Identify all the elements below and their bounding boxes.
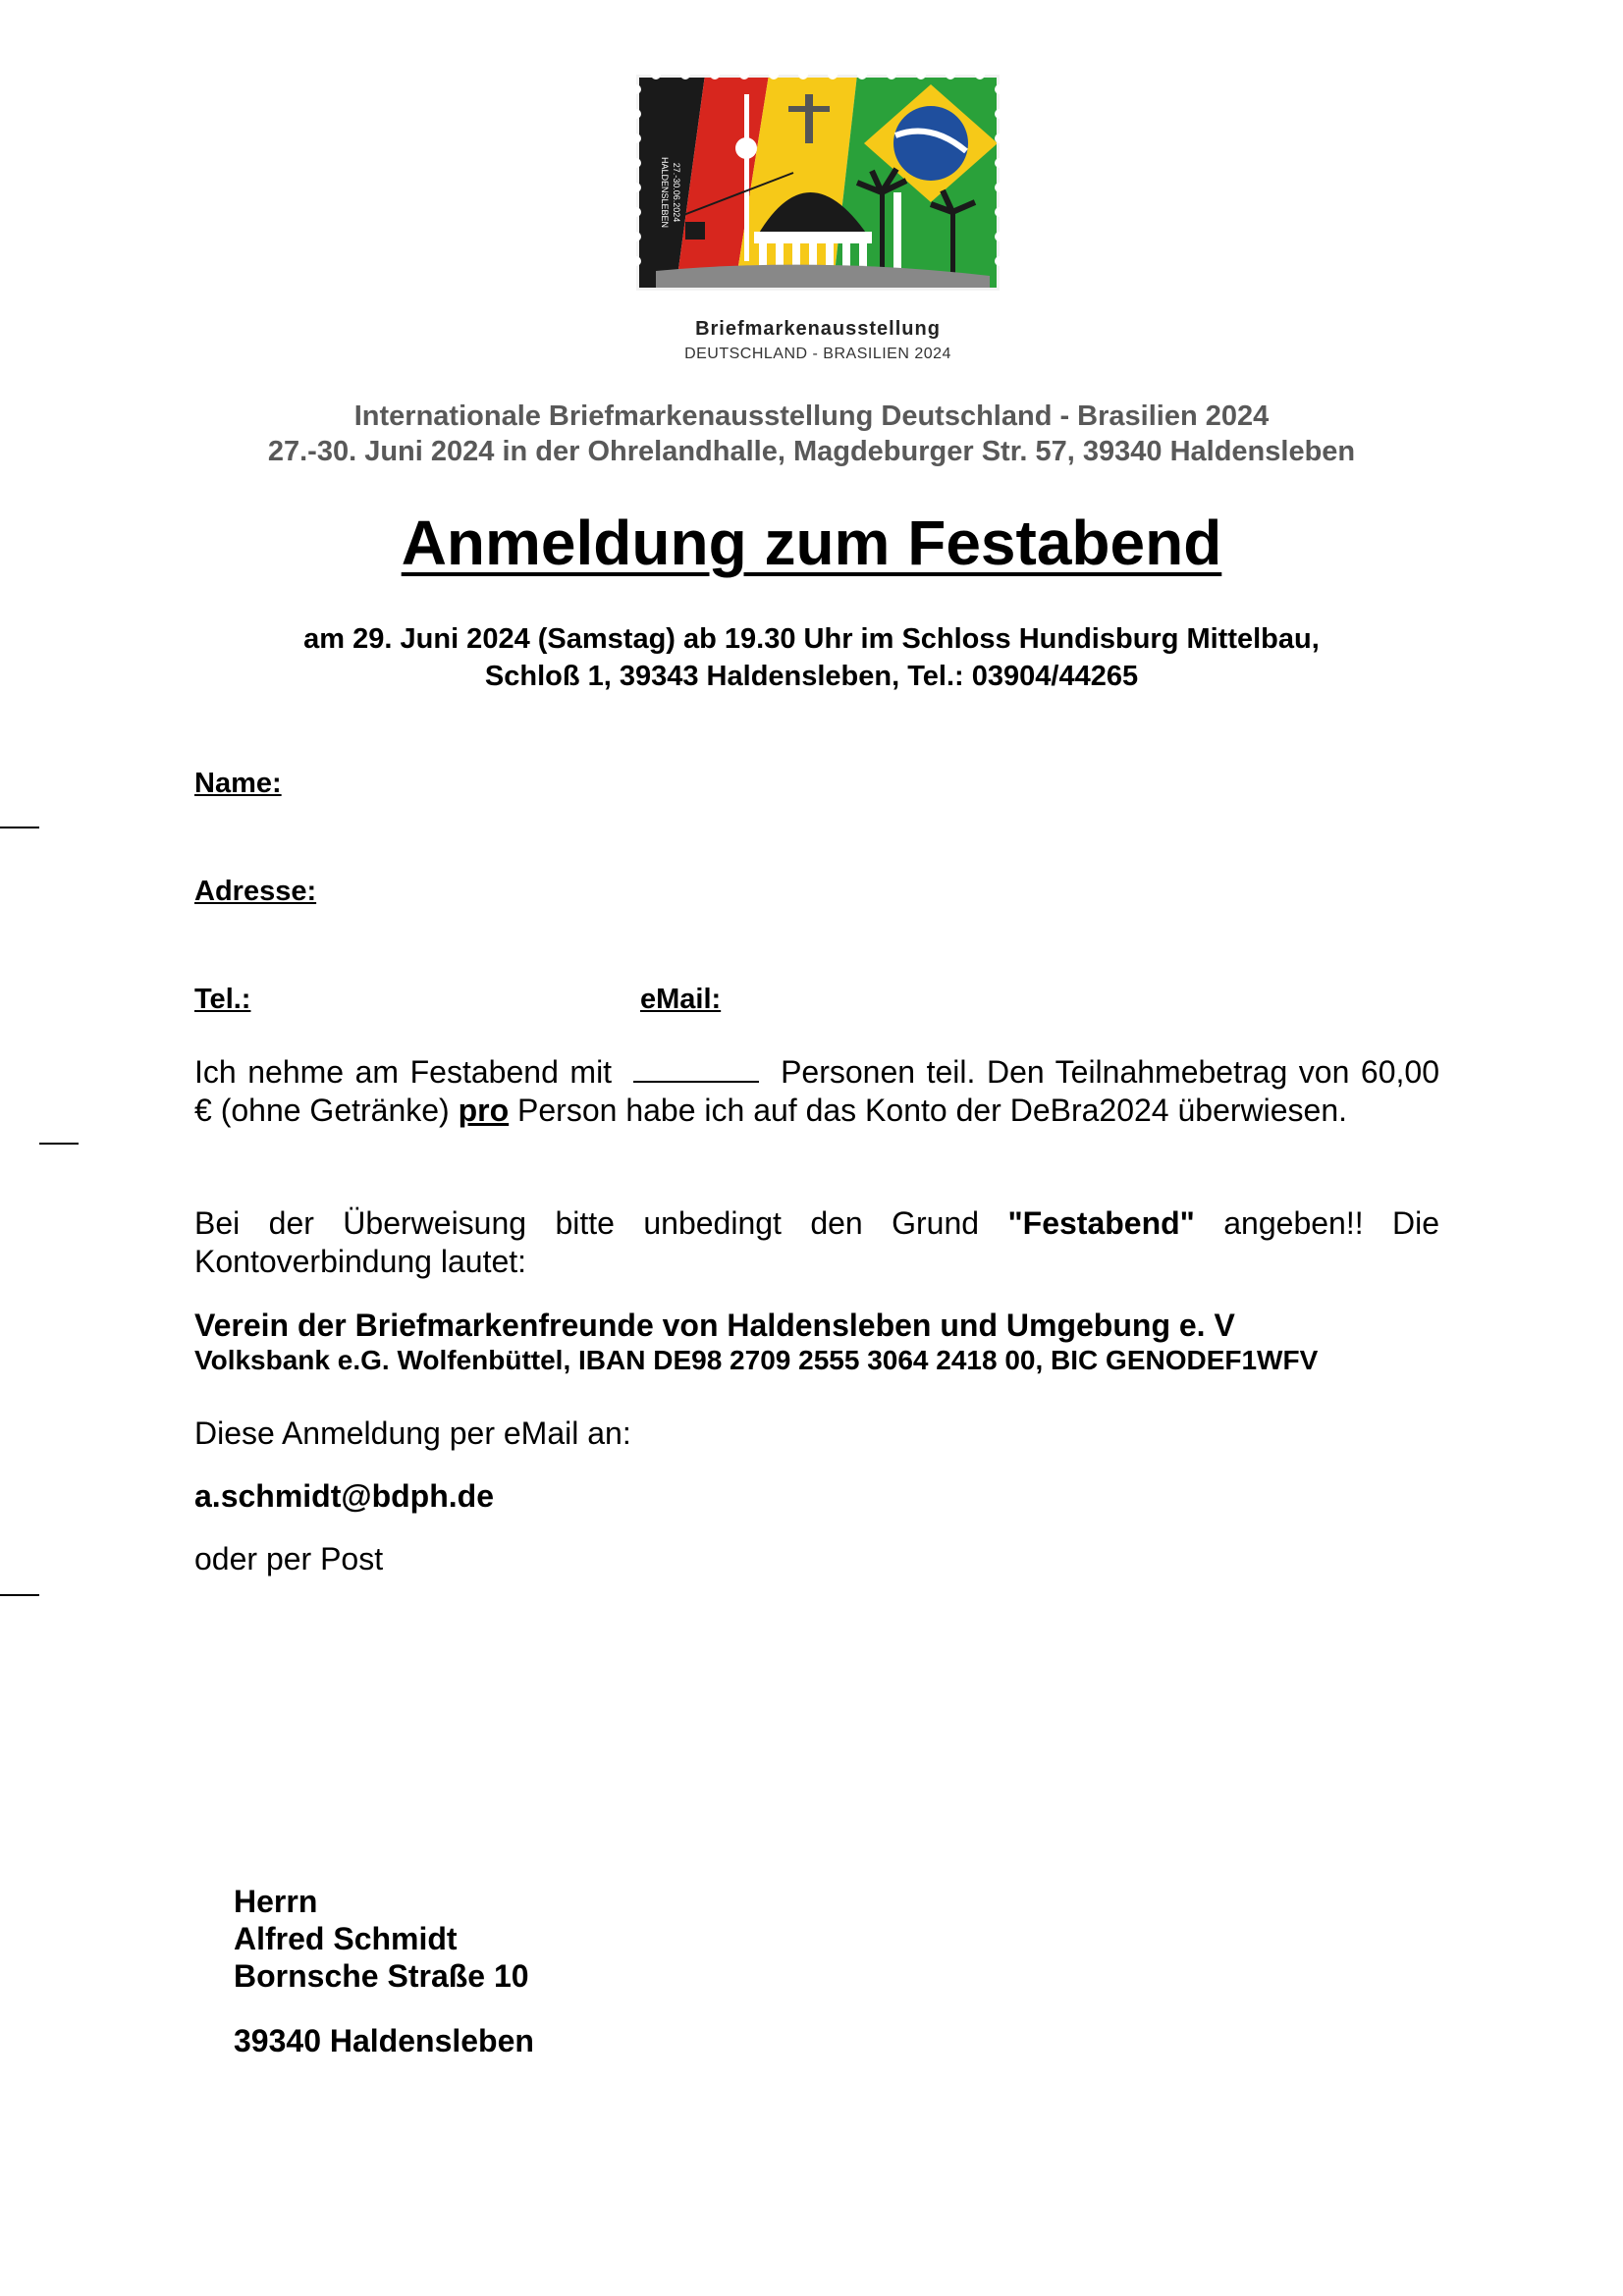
- exhibition-logo: [636, 75, 1000, 369]
- svg-text:HALDENSLEBEN: [660, 157, 670, 228]
- exhibition-name: Internationale Briefmarkenausstellung Deutschland - Brasilien 2024: [353, 400, 1270, 432]
- transfer-paragraph: [194, 1204, 1439, 1281]
- punch-mark: [39, 1143, 79, 1145]
- or-post-text: oder per Post: [194, 1541, 384, 1576]
- stamp-logo-icon: [636, 75, 1000, 315]
- stamp-text-1: 27.-30.06.2024: [672, 162, 681, 223]
- event-line-1: am 29. Juni 2024 (Samstag) ab 19.30 Uhr im Schloss Hundisburg Mittelbau,: [303, 623, 1320, 655]
- page-title: Anmeldung zum Festabend: [401, 507, 1222, 578]
- participation-text-3: Person habe ich auf das Konto der DeBra2024 überwiesen.: [517, 1093, 1348, 1128]
- recipient-name: Alfred Schmidt: [234, 1921, 458, 1956]
- name-label: Name:: [194, 768, 282, 799]
- recipient-salutation: Herrn: [234, 1884, 318, 1919]
- fold-mark: [0, 827, 39, 828]
- transfer-text-1: Bei der Überweisung bitte unbedingt den Grund: [194, 1205, 980, 1241]
- bank-details: Volksbank e.G. Wolfenbüttel, IBAN DE98 2709 2555 3064 2418 00, BIC GENODEF1WFV: [194, 1345, 1319, 1375]
- participation-paragraph: [194, 1053, 1439, 1130]
- transfer-text-2: angeben!! Die Kontoverbindung lautet:: [194, 1205, 1440, 1279]
- transfer-reason: "Festabend": [1007, 1205, 1195, 1241]
- recipient-city: 39340 Haldensleben: [234, 2023, 534, 2058]
- pro-emphasis: pro: [458, 1093, 510, 1128]
- fold-mark: [0, 1594, 39, 1596]
- email-intro: Diese Anmeldung per eMail an:: [194, 1415, 631, 1451]
- participation-text-1: Ich nehme am Festabend mit: [194, 1054, 613, 1090]
- person-count-blank[interactable]: [633, 1057, 759, 1083]
- address-label: Adresse:: [194, 876, 317, 907]
- event-line-2: Schloß 1, 39343 Haldensleben, Tel.: 03904/44265: [484, 661, 1139, 692]
- participation-text-2: Personen teil. Den Teilnahmebetrag von 60,00 € (ohne Getränke): [194, 1054, 1440, 1128]
- account-holder: Verein der Briefmarkenfreunde von Haldensleben und Umgebung e. V: [194, 1308, 1235, 1343]
- logo-subtitle: DEUTSCHLAND - BRASILIEN 2024: [684, 346, 951, 362]
- tel-label: Tel.:: [194, 984, 251, 1015]
- recipient-street: Bornsche Straße 10: [234, 1958, 529, 1994]
- email-label: eMail:: [640, 984, 722, 1015]
- contact-email[interactable]: a.schmidt@bdph.de: [194, 1478, 494, 1514]
- stamp-text-2: HALDENSLEBEN: [660, 156, 670, 229]
- exhibition-dates-location: 27.-30. Juni 2024 in der Ohrelandhalle, Magdeburger Str. 57, 39340 Haldensleben: [267, 436, 1356, 467]
- logo-title: Briefmarkenausstellung: [695, 318, 941, 340]
- svg-text:27.-30.06.2024: [672, 163, 681, 223]
